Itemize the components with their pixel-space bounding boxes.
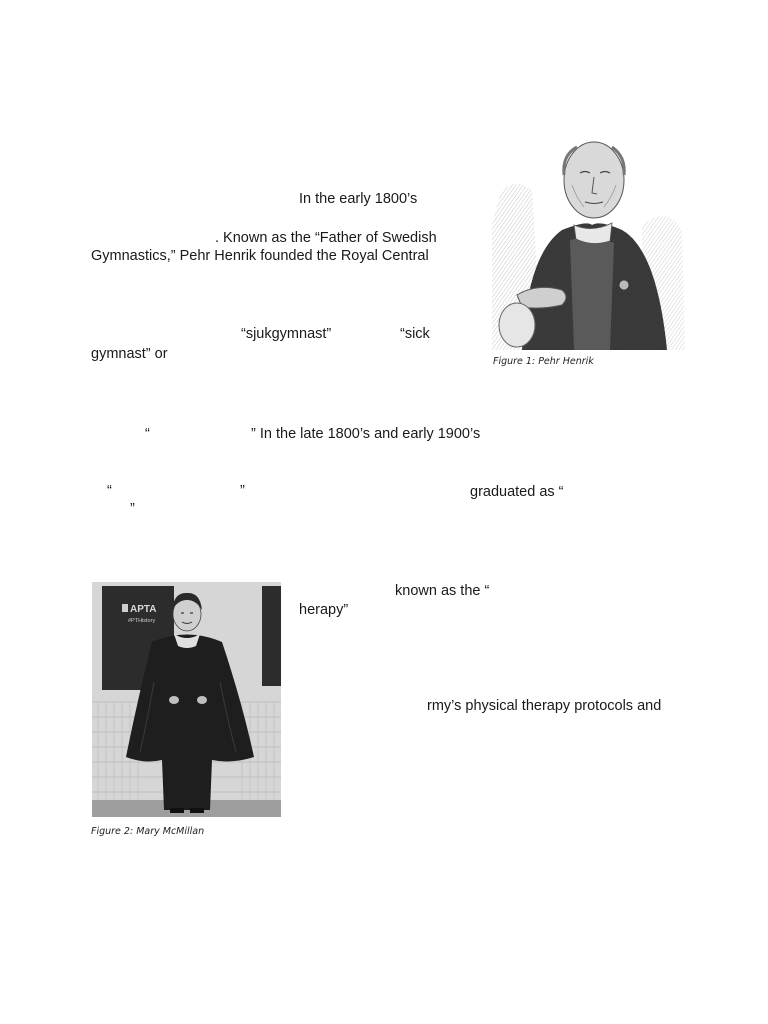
text-fragment: graduated as “ (470, 484, 564, 500)
text-fragment: ” In the late 1800’s and early 1900’s (251, 426, 481, 442)
text-fragment: Gymnastics,” Pehr Henrik founded the Royal Central (91, 248, 429, 264)
text-fragment: known as the “ (395, 583, 490, 599)
text-fragment: herapy” (299, 602, 349, 618)
figure-portrait-image (492, 135, 685, 350)
text-fragment: rmy’s physical therapy protocols and (427, 698, 662, 714)
text-fragment: In the early 1800’s (299, 191, 418, 207)
sign-text-apta: APTA (130, 604, 157, 615)
text-fragment: “sjukgymnast” (241, 326, 332, 342)
figure-1-caption: Figure 1: Pehr Henrik (493, 356, 594, 367)
text-fragment: “ (145, 426, 150, 442)
text-fragment: “ (107, 483, 112, 499)
text-fragment: ” (130, 501, 135, 517)
apta-logo-icon (122, 604, 128, 612)
text-fragment: ” (240, 483, 245, 499)
text-fragment: “sick (400, 326, 430, 342)
text-fragment: gymnast” or (91, 346, 168, 362)
sign-text-hashtag: #PTHistory (128, 618, 156, 624)
figure-photo-image (92, 582, 281, 817)
text-fragment: . Known as the “Father of Swedish (215, 230, 437, 246)
figure-2-caption: Figure 2: Mary McMillan (91, 826, 205, 837)
